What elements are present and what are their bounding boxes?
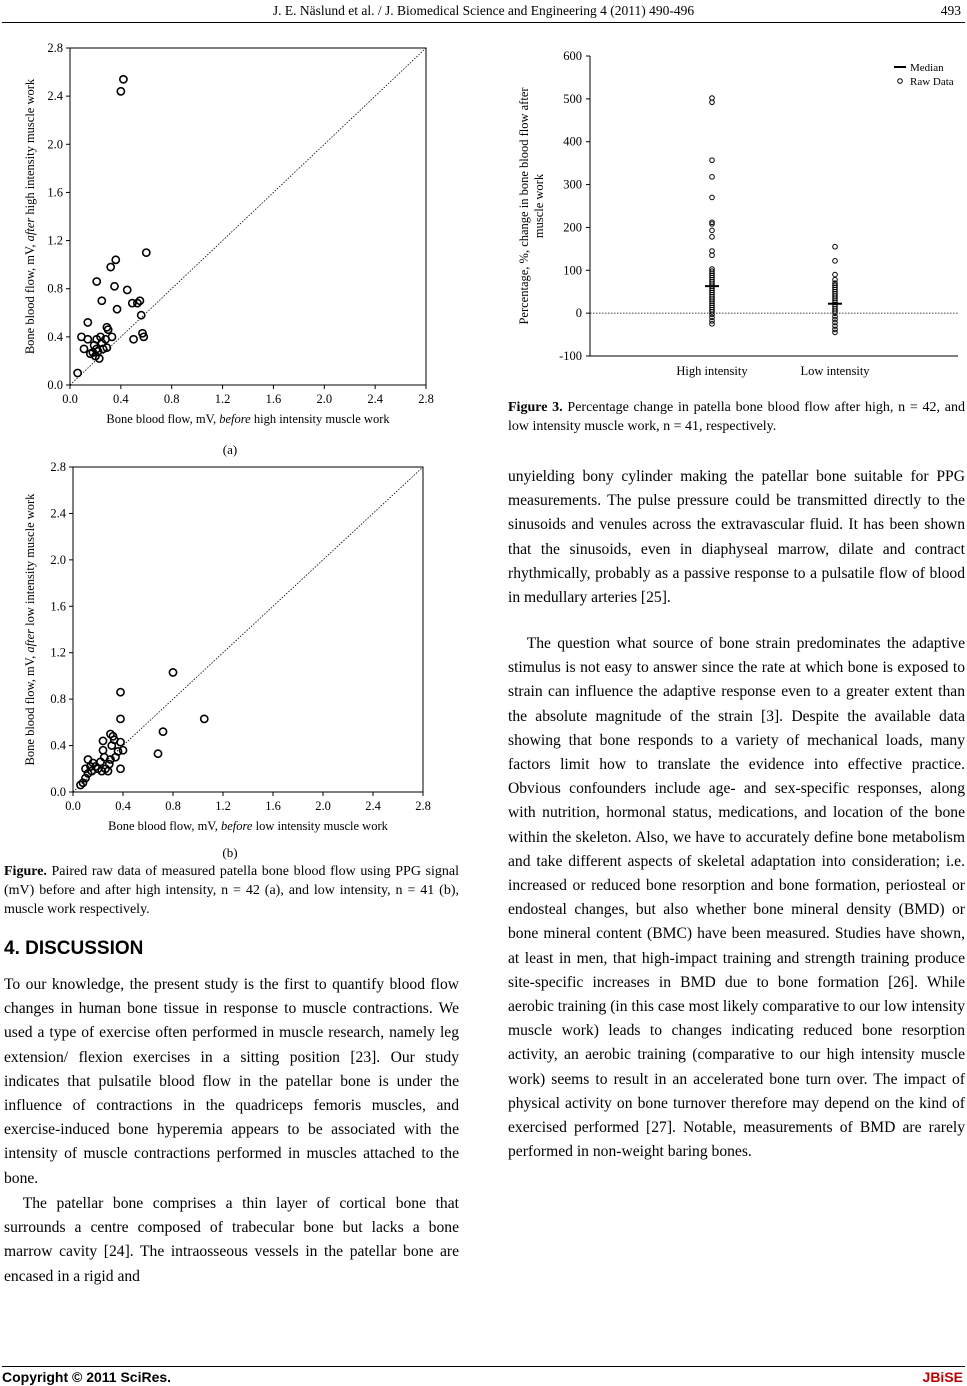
y-tick-label: 2.4 [50, 506, 66, 521]
category-label: Low intensity [800, 364, 870, 378]
data-point [130, 336, 137, 343]
y-tick-label: 2.8 [50, 460, 66, 474]
y-tick-label: 0.0 [47, 378, 63, 392]
data-point [80, 345, 87, 352]
y-axis-label-line-2: muscle work [532, 173, 546, 239]
x-tick-label: 2.8 [418, 392, 434, 406]
footer-journal: JBiSE [922, 1369, 963, 1385]
header-rule [2, 22, 965, 23]
data-point [154, 750, 161, 757]
footer-copyright: Copyright © 2011 SciRes. [2, 1369, 172, 1385]
scatter-chart-b [18, 455, 458, 845]
data-point [99, 747, 106, 754]
legend-median-label: Median [910, 62, 944, 74]
y-axis-label: Bone blood flow, mV, after low intensity muscle work [23, 493, 37, 766]
y-axis-label-line-1: Percentage, %, change in bone blood flow after [517, 87, 531, 325]
y-tick-label: 300 [563, 177, 582, 192]
section-heading: 4. DISCUSSION [4, 938, 144, 959]
y-tick-label: 2.8 [47, 41, 63, 55]
identity-line [70, 48, 426, 385]
footer-rule [2, 1366, 965, 1367]
y-tick-label: 2.0 [47, 137, 63, 152]
data-point [169, 669, 176, 676]
raw-data-point [710, 228, 715, 233]
figure-a-label: (a) [222, 442, 238, 457]
x-tick-label: 1.6 [265, 799, 281, 813]
x-tick-label: 0.8 [163, 392, 180, 406]
data-point [119, 747, 126, 754]
data-point [93, 278, 100, 285]
y-axis-label: Bone blood flow, mV, after high intensity muscle work [23, 78, 37, 355]
y-tick-label: 200 [563, 220, 582, 235]
data-point [117, 715, 124, 722]
data-point [117, 765, 124, 772]
y-tick-label: 0.4 [47, 329, 63, 344]
y-tick-label: 0.8 [47, 281, 63, 296]
category-label: High intensity [676, 364, 748, 378]
x-tick-label: 1.2 [215, 799, 231, 813]
x-tick-label: 1.2 [214, 392, 231, 406]
data-point [117, 689, 124, 696]
x-tick-label: 2.8 [415, 799, 431, 813]
running-header: J. E. Näslund et al. / J. Biomedical Science and Engineering 4 (2011) 490-496 [272, 3, 695, 18]
figure-2-caption-label: Figure. [4, 864, 47, 879]
y-tick-label: 0.8 [50, 692, 66, 707]
x-tick-label: 2.4 [365, 799, 381, 813]
scatter-chart-a-svg [18, 38, 458, 438]
figure-3-caption-text: Percentage change in patella bone blood flow after high, n = 42, and low intensity muscle work, n = 41, respectively. [508, 400, 966, 434]
data-point [112, 256, 119, 263]
figure-3-chart [508, 40, 966, 390]
data-point [74, 369, 81, 376]
raw-data-point [710, 158, 715, 163]
data-point [99, 737, 106, 744]
y-tick-label: 600 [563, 49, 582, 63]
y-tick-label: 2.4 [47, 89, 63, 104]
data-point [98, 297, 105, 304]
y-tick-label: 100 [563, 263, 582, 278]
data-point [113, 306, 120, 313]
data-point [84, 319, 91, 326]
y-tick-label: 0.4 [50, 738, 66, 753]
raw-data-point [710, 195, 715, 200]
raw-data-point [710, 175, 715, 180]
x-tick-label: 1.6 [265, 392, 282, 406]
x-tick-label: 2.0 [315, 799, 331, 813]
x-tick-label: 0.8 [165, 799, 181, 813]
y-tick-label: 1.2 [47, 233, 63, 248]
data-point [105, 326, 112, 333]
data-point [111, 283, 118, 290]
y-tick-label: 500 [563, 91, 582, 106]
data-point [138, 312, 145, 319]
data-point [107, 263, 114, 270]
data-point [201, 715, 208, 722]
figure-3-chart-svg [508, 40, 966, 385]
left-paragraph-1: To our knowledge, the present study is the first to quantify blood flow changes in human bone tissue in response to muscle contractions. We used a type of exercise often performed in muscle research, namely leg extension/ flexion exercises in a sitting position [23]. Our study indicates that pulsatile blood flow in the patellar bone is under the influence of contractions in the quadriceps femoris muscles, and exercise-induced bone hyperemia appears to be associated with the intensity of muscle contractions performed in muscles attached to the bone. [4, 976, 459, 1187]
legend-raw-swatch [898, 79, 903, 84]
raw-data-point [833, 244, 838, 249]
raw-data-point [833, 272, 838, 277]
x-tick-label: 0.4 [115, 799, 131, 813]
raw-data-point [833, 259, 838, 264]
scatter-chart-b-svg [18, 455, 458, 840]
y-tick-label: 0 [575, 306, 582, 321]
x-tick-label: 2.0 [316, 392, 333, 406]
raw-data-point [710, 235, 715, 240]
y-tick-label: 2.0 [50, 552, 66, 567]
data-point [84, 336, 91, 343]
left-paragraph-2: The patellar bone comprises a thin layer of cortical bone that surrounds a centre composed of trabecular bone but lacks a bone marrow cavity [24]. The intraosseous vessels in the patellar bone are encased in a rigid and [4, 1195, 459, 1285]
right-paragraph-2: The question what source of bone strain predominates the adaptive stimulus is not easy to answer since the rate at which bone is exposed to strain can influence the adaptive response even to a greater extent than the absolute magnitude of the strain [3]. Despite the available data showing that bone responds to a variety of mechanical loads, many factors limit how to translate the evidence into effective practice. Obvious confounders include age- and sex-specific responses, along with nutrition, hormonal status, medications, and location of the bone within the skeleton. Also, we have to accurately define bone metabolism and take different aspects of skeletal adaptation into consideration; i.e. increased or reduced bone resorption and bone formation, periosteal or endosteal changes, but also whether bone mineral density (BMD) or bone mineral content (BMC) have been measured. Studies have shown, at least in men, that high-impact training and strength training produce site-specific increases in BMD due to bone formation [26]. While aerobic training (in this case most likely comparative to our low intensity muscle work) leads to changes indicating reduced bone resorption activity, an aerobic training (comparative to our high intensity muscle work) seems to result in an accelerated bone turn over. The impact of physical activity on bone turnover therefore may depend on the kind of exercised performed [27]. Notable, measurements of BMD are rarely performed in non-weight baring bones. [508, 635, 965, 1161]
y-tick-label: 1.2 [50, 645, 66, 660]
data-point [117, 88, 124, 95]
y-tick-label: 400 [563, 134, 582, 149]
page-number: 493 [940, 3, 961, 18]
data-point [108, 333, 115, 340]
x-axis-label: Bone blood flow, mV, before high intensity muscle work [106, 412, 390, 426]
right-paragraph-1: unyielding bony cylinder making the patellar bone suitable for PPG measurements. The pulse pressure could be transmitted directly to the sinusoids and venules across the extravascular fluid. It has been shown that the sinusoids, even in diaphyseal marrow, dilate and contract rhythmically, probably as a passive response to a pulsatile flow of blood in medullary arteries [25]. [508, 468, 965, 607]
figure-3-caption [508, 398, 965, 436]
x-tick-label: 2.4 [367, 392, 383, 406]
figure-b-label: (b) [222, 845, 238, 860]
data-point [120, 76, 127, 83]
identity-line [73, 467, 423, 792]
y-tick-label: 0.0 [50, 785, 66, 799]
data-point [124, 286, 131, 293]
scatter-chart-a [18, 38, 458, 443]
data-point [159, 728, 166, 735]
y-tick-label: -100 [559, 349, 582, 363]
y-tick-label: 1.6 [50, 599, 66, 614]
x-tick-label: 0.0 [62, 392, 78, 406]
figure-3-caption-label: Figure 3. [508, 400, 563, 415]
x-tick-label: 0.0 [65, 799, 81, 813]
legend-raw-label: Raw Data [910, 76, 954, 88]
figure-2-caption [4, 862, 459, 919]
y-tick-label: 1.6 [47, 185, 63, 200]
data-point [143, 249, 150, 256]
x-axis-label: Bone blood flow, mV, before low intensity muscle work [108, 819, 388, 833]
x-tick-label: 0.4 [113, 392, 129, 406]
figure-2-caption-text: Paired raw data of measured patella bone blood flow using PPG signal (mV) before and after high intensity, n = 42 (a), and low intensity, n = 41 (b), muscle work respectively. [4, 864, 459, 917]
